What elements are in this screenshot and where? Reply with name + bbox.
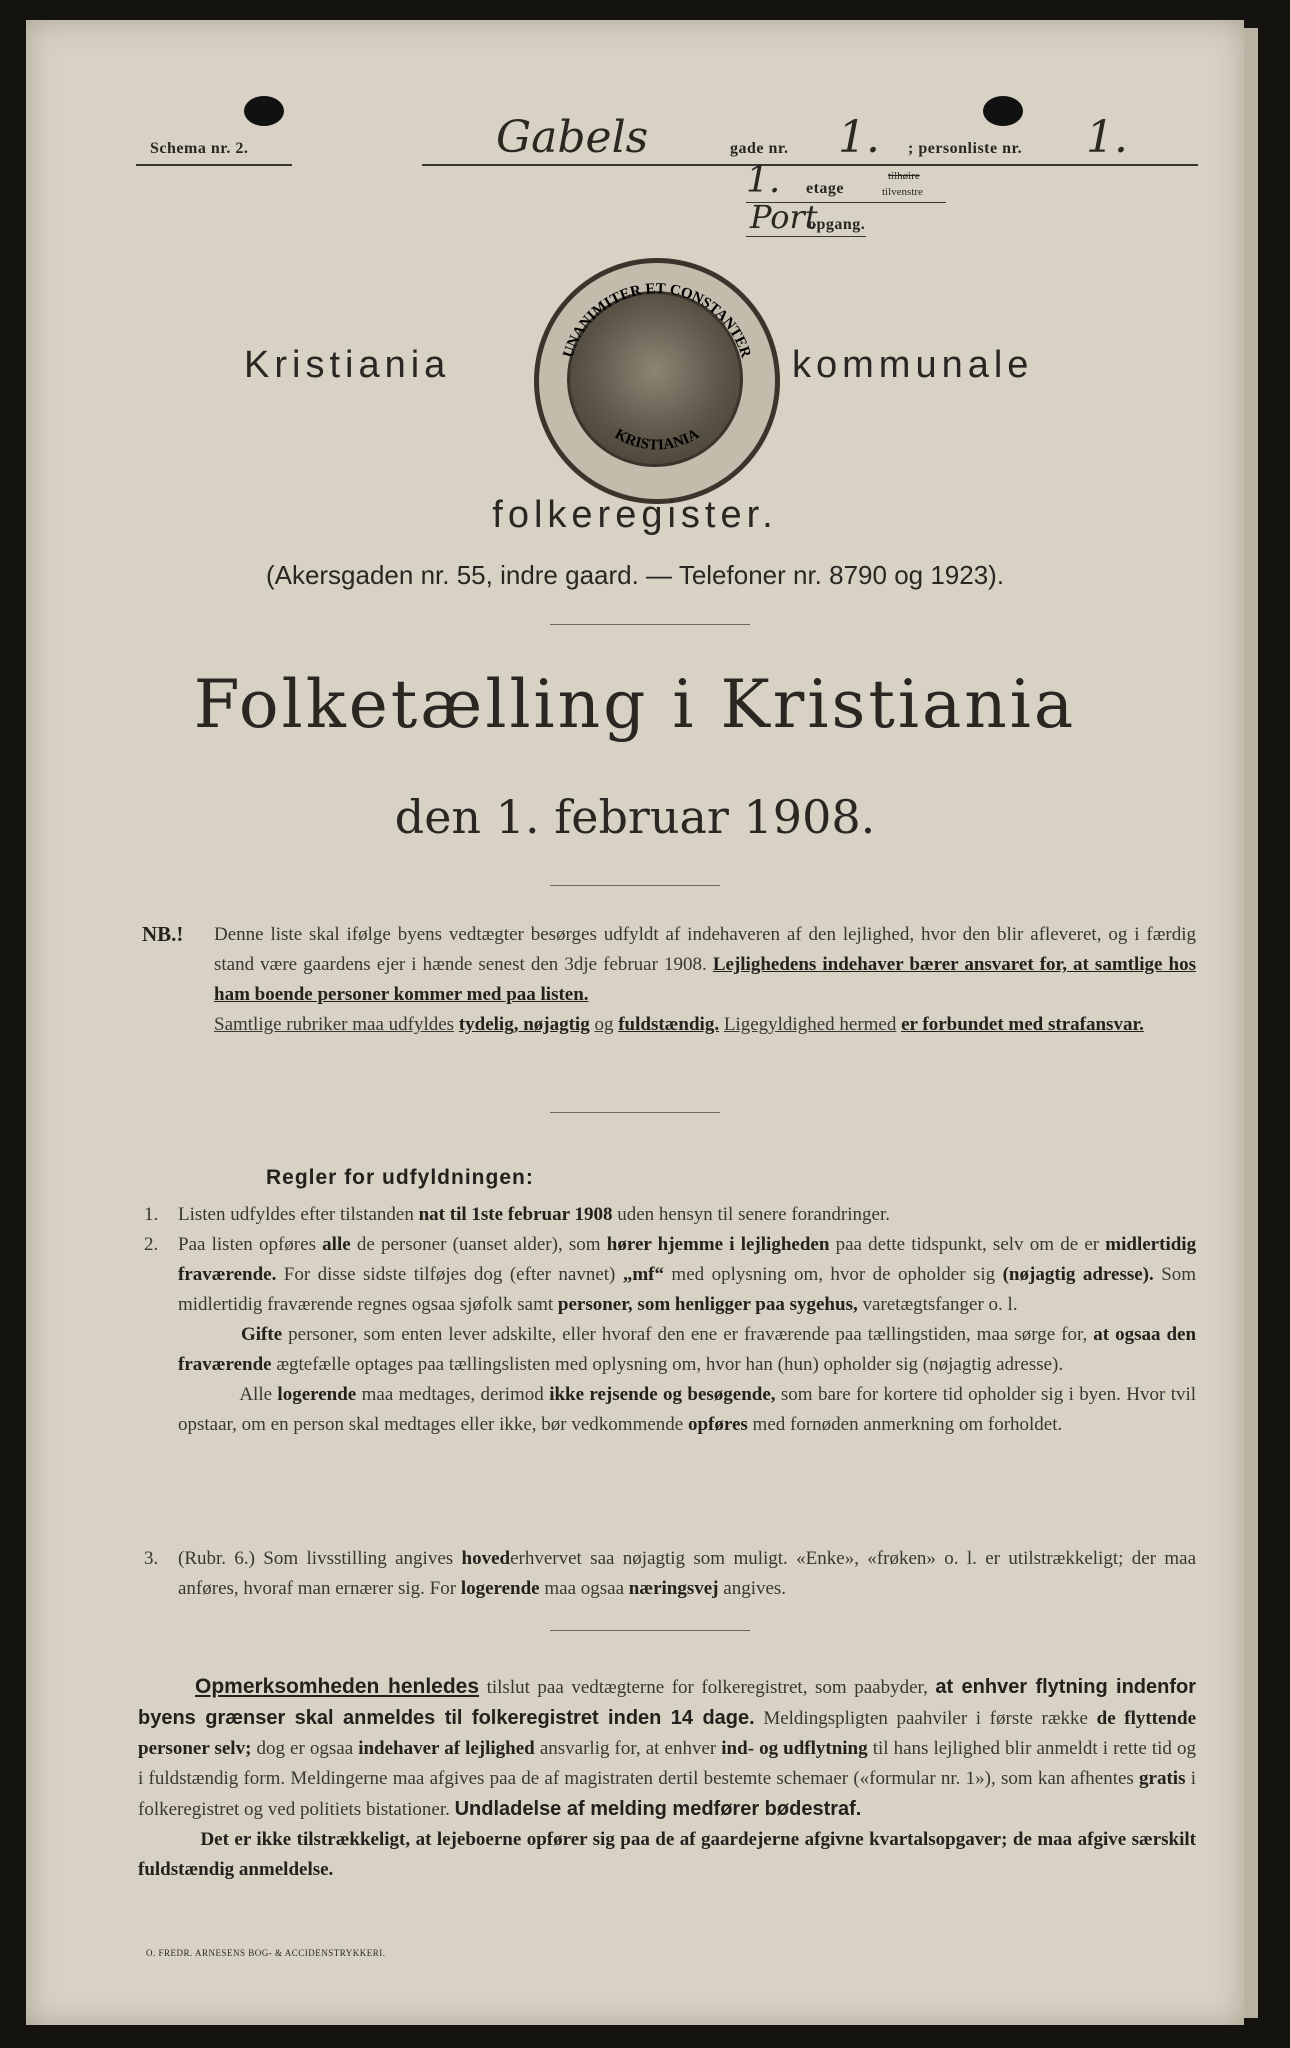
separator-1 bbox=[550, 624, 750, 625]
notice-text-a: Opmerksomheden henledes bbox=[195, 1675, 480, 1698]
rule-2-text-d: hører hjemme i lejligheden bbox=[606, 1234, 830, 1255]
rule-2-text-j: (nøjagtig adresse). bbox=[1002, 1264, 1154, 1285]
notice-text-b: tilslut paa vedtægterne for folkeregistret, som paabyder, bbox=[486, 1677, 928, 1698]
notice-text-d: Meldingspligten paahviler i første række bbox=[763, 1708, 1088, 1729]
rule-1-text-b: nat til 1ste februar 1908 bbox=[418, 1204, 613, 1225]
nb-responsibility: Lejlighedens indehaver bærer ansvaret for, at samtlige hos ham boende personer kommer med paa listen. bbox=[214, 954, 1197, 1005]
rule-2-text-v: som bare for kortere tid opholder sig i byen. Hvor tvil opstaar, om en person skal medtages eller ikke, bør vedkommende bbox=[178, 1384, 1197, 1435]
rule-2-text-g: For disse sidste tilføjes dog (efter navnet) bbox=[283, 1264, 616, 1285]
gade-label: gade nr. bbox=[730, 140, 789, 157]
rule-3-text-a: (Rubr. 6.) Som livsstilling angives bbox=[178, 1548, 454, 1569]
notice-text-m: Undladelse af melding medfører bødestraf. bbox=[454, 1798, 862, 1820]
tilvenstre-label: tilvenstre bbox=[882, 186, 923, 198]
rule-1-number: 1. bbox=[144, 1204, 159, 1225]
rule-2-text-o: personer, som enten lever adskilte, eller hvoraf den ene er fraværende paa tællingstiden, maa sørge for, bbox=[288, 1324, 1088, 1345]
printer-imprint: O. FREDR. ARNESENS BOG- & ACCIDENSTRYKKERI. bbox=[146, 1948, 386, 1958]
rule-3-text-d: logerende bbox=[460, 1578, 540, 1599]
census-date: den 1. februar 1908. bbox=[394, 790, 876, 844]
rule-2-text-x: med fornøden anmerkning om forholdet. bbox=[752, 1414, 1063, 1435]
seal-city: KRISTIANIA bbox=[611, 426, 703, 454]
rule-1-text-c: uden hensyn til senere forandringer. bbox=[617, 1204, 890, 1225]
notice-text-i: ind- og udflytning bbox=[721, 1738, 868, 1759]
masthead-left: Kristiania bbox=[244, 344, 451, 386]
opgang-value: Port bbox=[750, 198, 818, 236]
rule-2-number: 2. bbox=[144, 1234, 159, 1255]
rule-2-text-c: de personer (uanset alder), som bbox=[356, 1234, 601, 1255]
notice-text-c: at enhver flytning indenfor byens grænser skal anmeldes til folkeregistret inden 14 dage. bbox=[138, 1676, 1196, 1729]
seal-motto: UNANIMITER ET CONSTANTER bbox=[560, 280, 754, 360]
rule-2-text-t: maa medtages, derimod bbox=[361, 1384, 544, 1405]
rule-2-text-b: alle bbox=[322, 1234, 351, 1255]
rule-2-text-s: logerende bbox=[277, 1384, 357, 1405]
rule-2-text-q: ægtefælle optages paa tællingslisten med oplysning om, hvor han (hun) opholder sig (nøjagtig adresse). bbox=[276, 1354, 1064, 1375]
etage-value: 1. bbox=[746, 160, 781, 201]
schema-rule bbox=[136, 164, 292, 166]
notice-text-l: i folkeregistret og ved politiets bistationer. bbox=[138, 1768, 1196, 1820]
rule-2-text-w: opføres bbox=[687, 1414, 748, 1435]
rule-3-text-e: maa ogsaa bbox=[544, 1578, 625, 1599]
rule-2-text-r: Alle bbox=[239, 1384, 273, 1405]
rule-2-text-u: ikke rejsende og besøgende, bbox=[549, 1384, 776, 1405]
etage-label: etage bbox=[806, 180, 845, 197]
opgang-rule bbox=[746, 236, 866, 237]
header-rule bbox=[422, 164, 1198, 166]
notice-text-j: til hans lejlighed blir anmeldt i rette tid og i fuldstændig form. Meldingerne maa afgives paa de af magistraten dertil bestemte schemaer («formular nr. 1»), som kan afhentes bbox=[138, 1738, 1196, 1789]
notice-text-k: gratis bbox=[1139, 1768, 1186, 1789]
seal-lettering bbox=[539, 263, 775, 499]
rules-heading: Regler for udfyldningen: bbox=[266, 1166, 534, 1189]
separator-3 bbox=[550, 1112, 720, 1113]
nb-text-2c: og bbox=[594, 1014, 614, 1035]
notice-text-e: de flyttende personer selv; bbox=[138, 1708, 1197, 1759]
rule-2-text-l: personer, som henligger paa sygehus, bbox=[557, 1294, 858, 1315]
gade-number: 1. bbox=[838, 112, 880, 163]
tilhoire-label: tilhøire bbox=[888, 170, 920, 182]
nb-paragraph bbox=[214, 920, 1196, 1040]
rule-2 bbox=[178, 1230, 1196, 1440]
rule-2-text-f: midlertidig fraværende. bbox=[178, 1234, 1197, 1285]
rule-1-text-a: Listen udfyldes efter tilstanden bbox=[178, 1204, 414, 1225]
opgang-label: opgang. bbox=[808, 216, 866, 233]
rule-2-text-h: „mf“ bbox=[622, 1264, 664, 1285]
notice-text-f: dog er ogsaa bbox=[256, 1738, 354, 1759]
punch-hole-left bbox=[244, 96, 284, 126]
notice-text-g: indehaver af lejlighed bbox=[358, 1738, 535, 1759]
nb-text-2e: Ligegyldighed hermed bbox=[723, 1014, 897, 1035]
kristiania-seal bbox=[534, 258, 780, 504]
separator-4 bbox=[550, 1630, 750, 1631]
notice-text-n: Det er ikke tilstrækkeligt, at lejeboerne opfører sig paa de af gaardejerne afgivne kvartalsopgaver; de maa afgive særskilt fuldstændig anmeldelse. bbox=[138, 1829, 1196, 1880]
rule-3 bbox=[178, 1544, 1196, 1604]
rule-3-text-c: erhvervet saa nøjagtig som muligt. «Enke», «frøken» o. l. er utilstrækkeligt; der maa anføres, hvoraf man ernærer sig. For bbox=[178, 1548, 1197, 1599]
nb-text-2b: tydelig, nøjagtig bbox=[458, 1014, 590, 1035]
personliste-label: ; personliste nr. bbox=[908, 140, 1023, 157]
punch-hole-right bbox=[983, 96, 1023, 126]
rule-2-text-p: at ogsaa den fraværende bbox=[178, 1324, 1197, 1375]
rule-2-text-e: paa dette tidspunkt, selv om de er bbox=[835, 1234, 1100, 1255]
nb-text-2a: Samtlige rubriker maa udfyldes bbox=[214, 1014, 455, 1035]
notice-text-h: ansvarlig for, at enhver bbox=[539, 1738, 717, 1759]
rule-3-text-b: hoved bbox=[461, 1548, 511, 1569]
separator-2 bbox=[550, 885, 720, 886]
svg-text:KRISTIANIA bbox=[612, 426, 702, 453]
rule-3-number: 3. bbox=[144, 1548, 159, 1569]
street-name: Gabels bbox=[496, 112, 649, 163]
nb-text: Denne liste skal ifølge byens vedtægter besørges udfyldt af indehaveren af den lejlighed, hvor den blir afleveret, og i færdig stand være gaardens ejer i hænde senest den 3dje februar 1908. bbox=[214, 924, 1196, 975]
schema-label: Schema nr. 2. bbox=[150, 140, 249, 157]
nb-text-2f: er forbundet med strafansvar. bbox=[901, 1014, 1144, 1035]
rule-2-text-i: med oplysning om, hvor de opholder sig bbox=[671, 1264, 996, 1285]
rule-2-text-m: varetægtsfanger o. l. bbox=[862, 1294, 1018, 1315]
nb-text-2d: fuldstændig. bbox=[618, 1014, 720, 1035]
svg-text:UNANIMITER ET CONSTANTER bbox=[560, 281, 753, 360]
census-form bbox=[26, 20, 1244, 2025]
rule-2-text-a: Paa listen opføres bbox=[178, 1234, 316, 1255]
masthead-right: kommunale bbox=[792, 344, 1034, 386]
masthead-address: (Akersgaden nr. 55, indre gaard. — Telefoner nr. 8790 og 1923). bbox=[265, 560, 1005, 590]
personliste-number: 1. bbox=[1086, 112, 1128, 163]
notice-paragraph bbox=[138, 1672, 1196, 1885]
rule-1 bbox=[178, 1200, 1196, 1230]
main-title: Folketælling i Kristiania bbox=[193, 666, 1077, 743]
masthead-registry: folkeregister. bbox=[492, 494, 778, 536]
nb-label: NB.! bbox=[142, 922, 184, 946]
rule-2-text-n: Gifte bbox=[241, 1324, 283, 1345]
rule-3-text-f: næringsvej bbox=[628, 1578, 719, 1599]
rule-2-text-k: Som midlertidig fraværende regnes ogsaa sjøfolk samt bbox=[178, 1264, 1197, 1315]
rule-3-text-g: angives. bbox=[723, 1578, 787, 1599]
